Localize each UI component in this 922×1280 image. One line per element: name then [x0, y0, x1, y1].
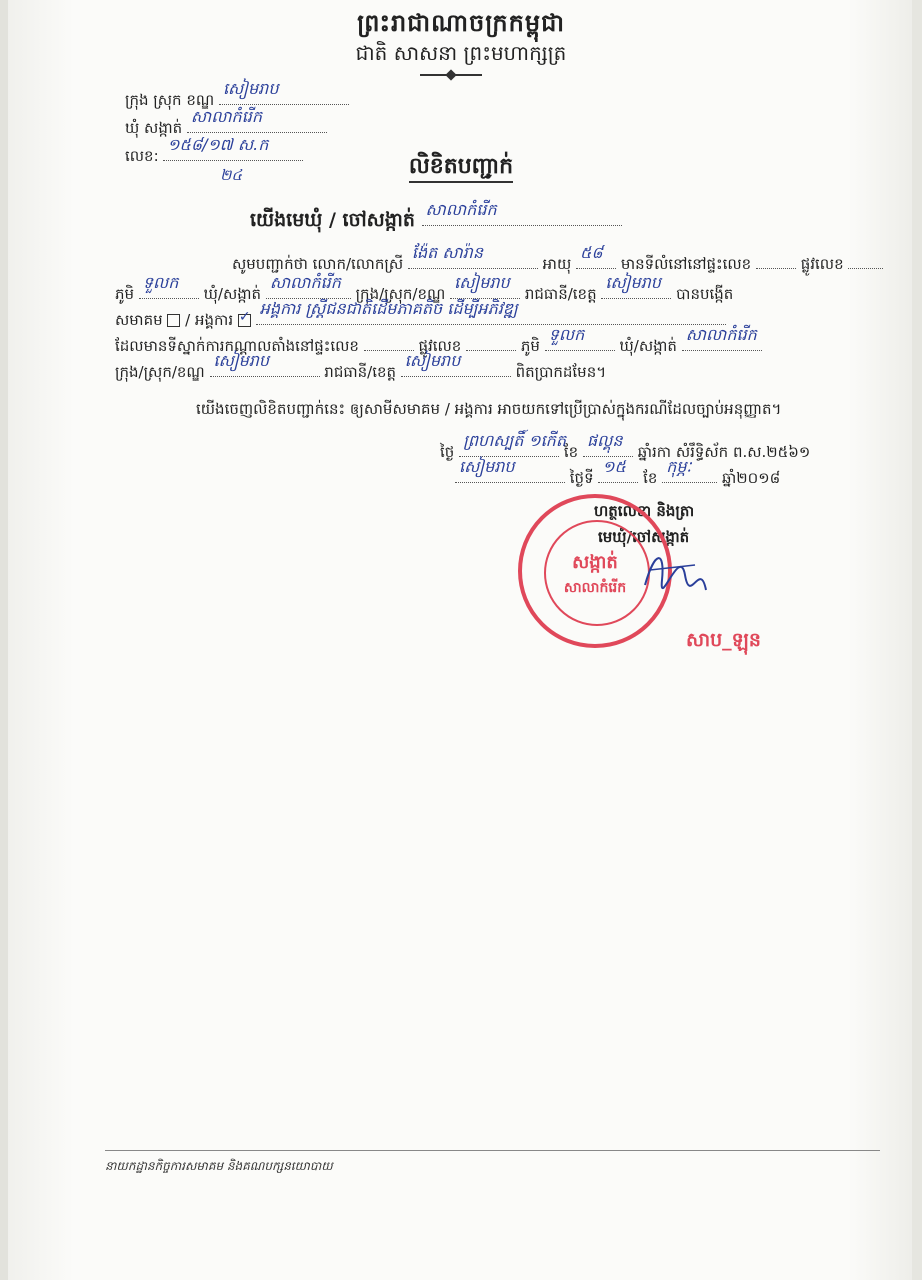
- body-line-3: [115, 299, 726, 333]
- solar-day-value: ១៥: [602, 457, 626, 476]
- office-street-field: [466, 334, 516, 351]
- lunar-month-value: ផល្គុន: [586, 431, 623, 450]
- village-field: [139, 273, 199, 299]
- age-field: [576, 243, 616, 269]
- lunar-day-field: [459, 431, 566, 457]
- street-label: ផ្លូវលេខ: [800, 255, 844, 273]
- village-value: ទួលក: [142, 273, 179, 292]
- office-province-field: [401, 351, 511, 377]
- commune-label: ឃុំ សង្កាត់: [125, 119, 183, 137]
- office-district-label: ក្រុង/ស្រុក/ខណ្ឌ: [115, 363, 205, 381]
- page-edge-left: [0, 0, 8, 1280]
- solar-day-field: [598, 457, 638, 483]
- lunar-day-label: ថ្ងៃ: [440, 443, 455, 461]
- commune2-value: សាលាកំរើក: [269, 273, 341, 292]
- place-value: សៀមរាប: [459, 457, 515, 476]
- lunar-era-label: សំរឹទ្ធិស័ក ព.ស.២៥៦១: [675, 443, 811, 461]
- office-house-field: [364, 334, 414, 351]
- street-field: [848, 252, 883, 269]
- body-line-5: [115, 351, 607, 385]
- district2-label: ក្រុង/ស្រុក/ខណ្ឌ: [355, 285, 446, 303]
- province2-field: [601, 273, 671, 299]
- signer-name: សាប_ឡុន: [686, 629, 761, 651]
- number-extra: ២៤: [220, 166, 242, 184]
- lunar-year-label: ឆ្នាំរកា: [637, 443, 672, 461]
- district-value: សៀមរាប: [222, 79, 279, 98]
- number-label: លេខ:: [125, 147, 159, 165]
- commune-value: សាលាកំរើក: [190, 107, 263, 126]
- issuer-line: [250, 200, 622, 236]
- number-value: ១៥៨/១៧ ស.ក: [167, 135, 269, 154]
- lunar-day-value: ព្រហស្បតិ៍ ១កើត: [463, 431, 566, 450]
- office-commune-field: [682, 325, 762, 351]
- ngo-label: / អង្គការ: [185, 311, 234, 329]
- issuer-value: សាលាកំរើក: [425, 200, 497, 219]
- office-village-field: [545, 325, 615, 351]
- organization-field: [256, 299, 726, 325]
- province2-value: សៀមរាប: [605, 273, 661, 292]
- office-province-label: រាជធានី/ខេត្ត: [324, 363, 397, 381]
- solar-date-line: [455, 457, 781, 491]
- person-label: សូមបញ្ជាក់ថា លោក/លោកស្រី: [232, 255, 404, 273]
- issuer-label: យើងមេឃុំ / ចៅសង្កាត់: [250, 209, 415, 231]
- national-motto: ជាតិ សាសនា ព្រះមហាក្សត្រ: [355, 41, 567, 65]
- house-label: មានទីលំនៅនៅផ្ទះលេខ: [620, 255, 752, 273]
- person-name: ង៉ែត សារ៉ាន: [411, 243, 483, 262]
- issuer-field: [422, 200, 622, 226]
- district-field: [219, 79, 349, 105]
- office-street-label: ផ្លូវលេខ: [418, 337, 462, 355]
- association-checkbox[interactable]: [167, 314, 180, 327]
- house-field: [756, 252, 796, 269]
- created-label: បានបង្កើត: [676, 285, 734, 303]
- office-commune-value: សាលាកំរើក: [685, 325, 757, 344]
- stamp-middle-text: សាលាកំរើក: [563, 580, 627, 596]
- ngo-checkbox[interactable]: [238, 314, 251, 327]
- solar-month-field: [662, 457, 717, 483]
- office-province-value: សៀមរាប: [404, 351, 461, 370]
- district-label: ក្រុង ស្រុក ខណ្ឌ: [125, 91, 215, 109]
- age-value: ៥៨: [580, 243, 603, 262]
- commune2-label: ឃុំ/សង្កាត់: [203, 285, 262, 303]
- office-district-field: [210, 351, 320, 377]
- province2-label: រាជធានី/ខេត្ត: [524, 285, 597, 303]
- confirm-label: ពិតប្រាកដមែន។: [515, 363, 607, 381]
- office-district-value: សៀមរាប: [213, 351, 270, 370]
- signature-role: មេឃុំ/ចៅសង្កាត់: [598, 528, 690, 546]
- commune-field: [187, 107, 327, 133]
- solar-year-label: ឆ្នាំ២០១៨: [722, 469, 781, 487]
- lunar-month-field: [583, 431, 633, 457]
- office-village-value: ទួលក: [548, 325, 585, 344]
- document-title: [0, 152, 922, 184]
- signature-title: ហត្ថលេខា និងត្រា: [594, 502, 695, 520]
- footer-divider: [105, 1150, 880, 1151]
- header-ornament: [420, 74, 482, 76]
- page-edge-right: [912, 0, 922, 1280]
- office-label: ដែលមានទីស្នាក់ការកណ្តាលតាំងនៅផ្ទះលេខ: [115, 337, 359, 355]
- district2-field: [450, 273, 520, 299]
- age-label: អាយុ: [542, 255, 572, 273]
- solar-month-value: កុម្ភៈ: [666, 457, 692, 476]
- organization-name: អង្គការ ស្ត្រីជនជាតិដើមភាគតិច ដើម្បីអភិវឌ្ឍ: [259, 299, 518, 318]
- statement: យើងចេញលិខិតបញ្ជាក់នេះ ឲ្យសាមីសមាគម / អង្គការ អាចយកទៅប្រើប្រាស់ក្នុងករណីដែលច្បាប់អនុញ្ញាត។: [196, 400, 782, 418]
- lunar-month-label: ខែ: [563, 443, 579, 461]
- place-field: [455, 457, 565, 483]
- footer-text: នាយកដ្ឋានកិច្ចការសមាគម និងគណបក្សនយោបាយ: [105, 1159, 333, 1173]
- person-field: [408, 243, 538, 269]
- handwritten-signature: [640, 540, 710, 600]
- office-village-label: ភូមិ: [520, 337, 540, 355]
- district2-value: សៀមរាប: [454, 273, 510, 292]
- village-label: ភូមិ: [115, 285, 135, 303]
- solar-day-label: ថ្ងៃទី: [569, 469, 594, 487]
- solar-month-label: ខែ: [643, 469, 658, 487]
- association-label: សមាគម: [115, 311, 163, 329]
- stamp-top-text: សង្កាត់: [572, 552, 618, 573]
- document-title-text: លិខិតបញ្ជាក់: [409, 154, 513, 183]
- commune2-field: [266, 273, 351, 299]
- office-commune-label: ឃុំ/សង្កាត់: [619, 337, 677, 355]
- kingdom-heading: ព្រះរាជាណាចក្រកម្ពុជា: [357, 9, 565, 37]
